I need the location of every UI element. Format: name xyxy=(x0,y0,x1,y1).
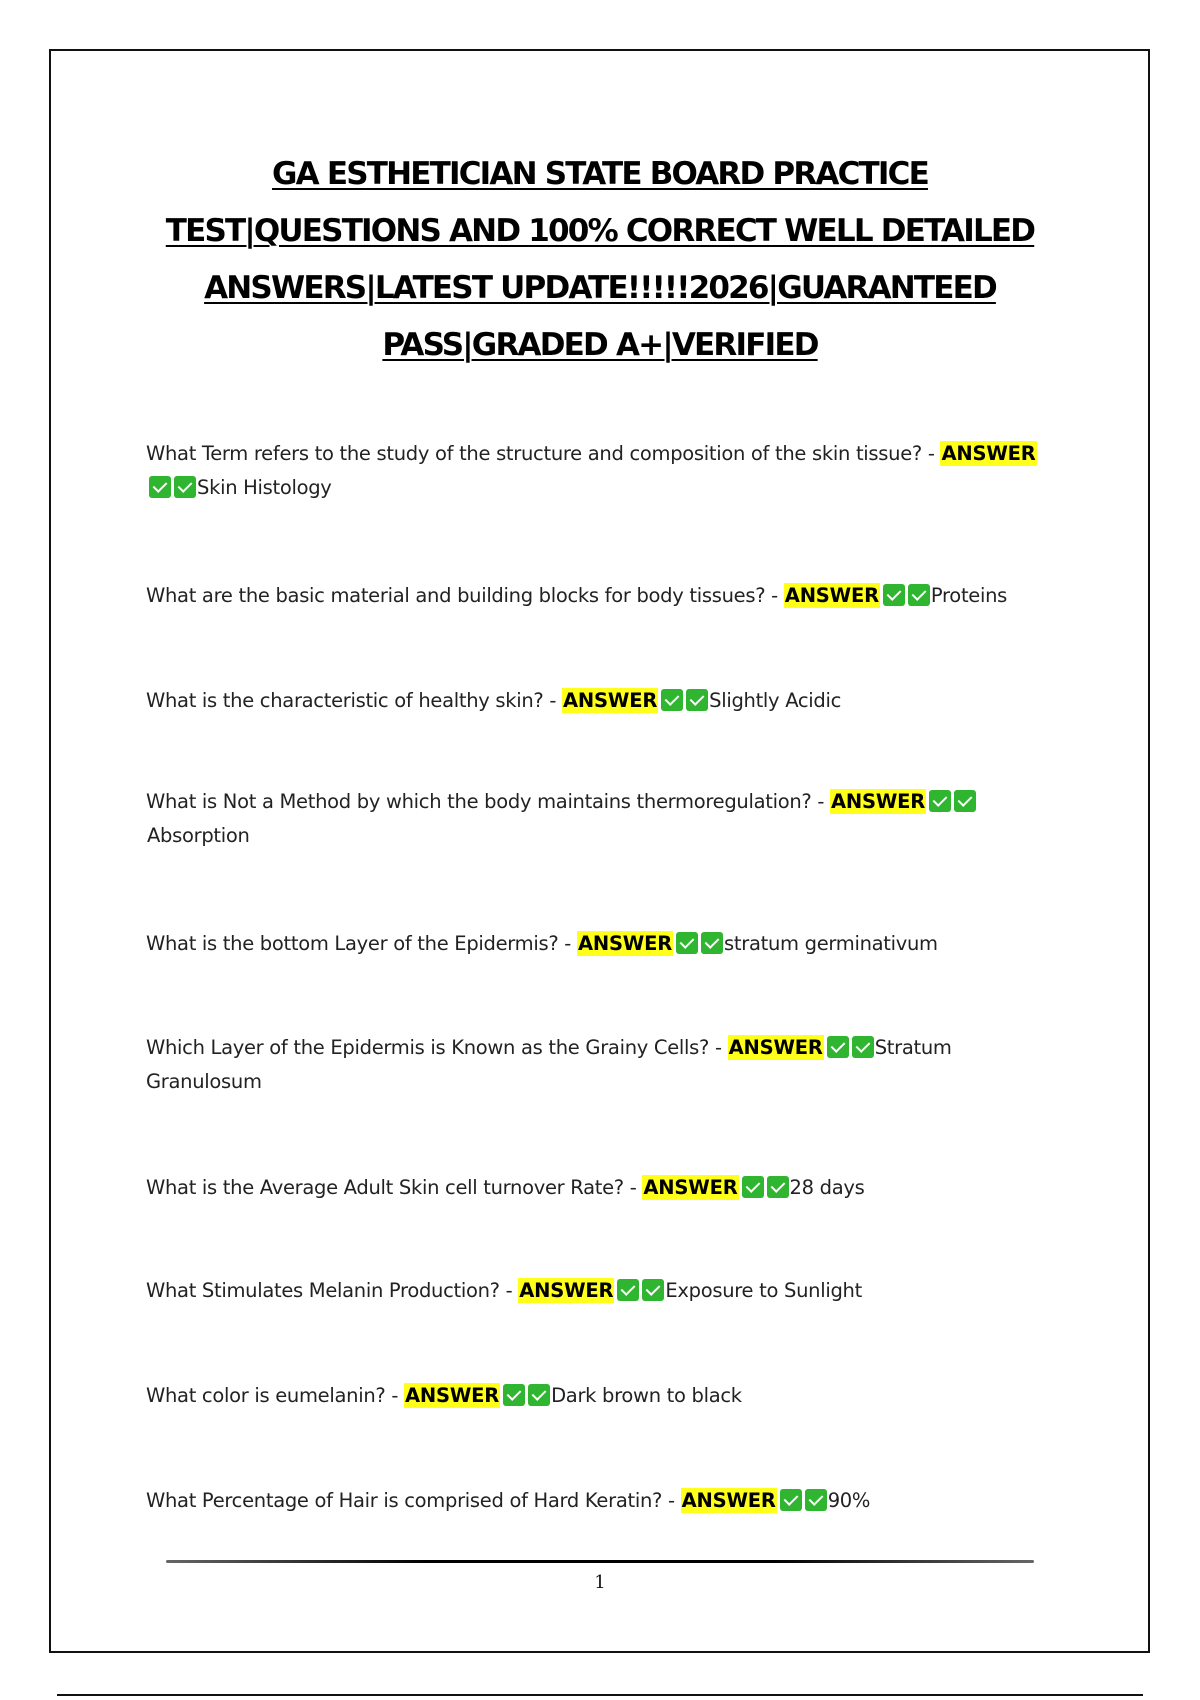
check-icon xyxy=(503,1384,525,1406)
check-icon xyxy=(908,584,930,606)
answer-label: ANSWER xyxy=(728,1036,823,1059)
answer-label: ANSWER xyxy=(577,932,673,955)
footer-divider xyxy=(166,1560,1034,1563)
page-number: 1 xyxy=(594,1572,606,1593)
check-icon xyxy=(954,790,976,812)
question-text: What Stimulates Melanin Production? - xyxy=(146,1279,513,1302)
answer-text: 90% xyxy=(827,1489,871,1512)
check-icon xyxy=(780,1489,802,1511)
qa-item-9 xyxy=(146,1379,1046,1413)
answer-label: ANSWER xyxy=(784,584,879,607)
answer-text: 28 days xyxy=(789,1176,865,1199)
check-icon xyxy=(149,476,171,498)
answer-label: ANSWER xyxy=(404,1384,500,1407)
answer-label: ANSWER xyxy=(643,1176,738,1199)
check-icon xyxy=(174,476,196,498)
answer-text: Absorption xyxy=(147,824,250,847)
qa-item-4 xyxy=(146,785,1046,853)
check-icon xyxy=(742,1176,764,1198)
check-icon xyxy=(805,1489,827,1511)
qa-item-1 xyxy=(146,437,1046,505)
answer-text: stratum germinativum xyxy=(724,932,938,955)
question-text: What is the Average Adult Skin cell turnover Rate? - xyxy=(146,1176,637,1199)
question-text: What is the characteristic of healthy skin? - xyxy=(146,689,557,712)
check-icon xyxy=(642,1279,664,1301)
qa-item-6 xyxy=(146,1031,1046,1099)
qa-item-2 xyxy=(146,579,1046,613)
check-icon xyxy=(528,1384,550,1406)
title-line-3: ANSWERS|LATEST UPDATE!!!!!2026|GUARANTEED xyxy=(204,270,996,306)
qa-item-3 xyxy=(146,684,1046,718)
qa-item-8 xyxy=(146,1274,1046,1308)
answer-text: Dark brown to black xyxy=(551,1384,742,1407)
answer-label: ANSWER xyxy=(563,689,658,712)
title-line-2: TEST|QUESTIONS AND 100% CORRECT WELL DETAILED xyxy=(165,213,1035,249)
question-text: What are the basic material and building blocks for body tissues? - xyxy=(146,584,778,607)
answer-label: ANSWER xyxy=(830,790,926,813)
answer-label: ANSWER xyxy=(681,1489,776,1512)
question-text: What Percentage of Hair is comprised of Hard Keratin? - xyxy=(146,1489,675,1512)
document-title xyxy=(130,146,1070,374)
check-icon xyxy=(852,1036,874,1058)
answer-text: Skin Histology xyxy=(197,476,332,499)
qa-item-10 xyxy=(146,1484,1046,1518)
title-line-1: GA ESTHETICIAN STATE BOARD PRACTICE xyxy=(272,156,928,192)
qa-item-5 xyxy=(146,927,1046,961)
check-icon xyxy=(661,689,683,711)
question-text: What is Not a Method by which the body maintains thermoregulation? - xyxy=(146,790,825,813)
question-text: What Term refers to the study of the structure and composition of the skin tissue? - xyxy=(146,442,935,465)
question-text: What color is eumelanin? - xyxy=(146,1384,399,1407)
answer-text: Exposure to Sunlight xyxy=(665,1279,862,1302)
title-line-4: PASS|GRADED A+|VERIFIED xyxy=(382,327,818,363)
question-text: Which Layer of the Epidermis is Known as the Grainy Cells? - xyxy=(146,1036,722,1059)
check-icon xyxy=(929,790,951,812)
check-icon xyxy=(676,932,698,954)
check-icon xyxy=(827,1036,849,1058)
check-icon xyxy=(701,932,723,954)
answer-text: Proteins xyxy=(930,584,1008,607)
next-page-edge xyxy=(57,1694,1143,1696)
question-text: What is the bottom Layer of the Epidermis? - xyxy=(146,932,572,955)
check-icon xyxy=(617,1279,639,1301)
check-icon xyxy=(883,584,905,606)
qa-item-7 xyxy=(146,1171,1046,1205)
answer-label: ANSWER xyxy=(519,1279,614,1302)
answer-text: Stratum Granulosum xyxy=(146,1036,952,1093)
answer-text: Slightly Acidic xyxy=(709,689,842,712)
check-icon xyxy=(767,1176,789,1198)
answer-label: ANSWER xyxy=(941,442,1036,465)
check-icon xyxy=(686,689,708,711)
